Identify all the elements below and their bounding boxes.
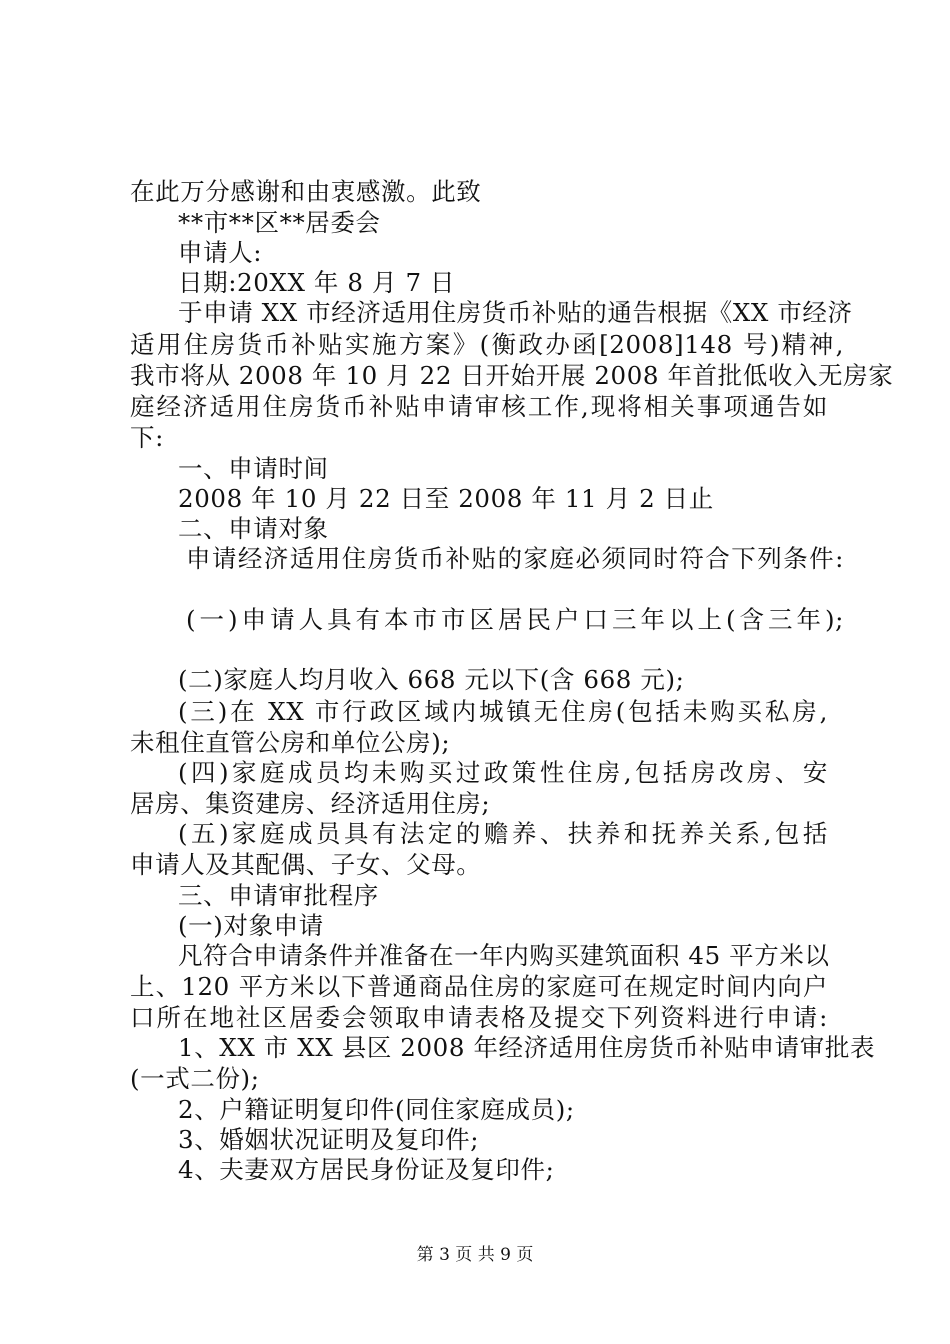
notice-paragraph-line: 庭经济适用住房货币补贴申请审核工作,现将相关事项通告如: [130, 392, 828, 421]
recipient-line: **市**区**居委会: [178, 208, 381, 237]
condition-intro: 申请经济适用住房货币补贴的家庭必须同时符合下列条件:: [186, 544, 844, 573]
material-item: 2、户籍证明复印件(同住家庭成员);: [178, 1095, 575, 1124]
condition-item: (四)家庭成员均未购买过政策性住房,包括房改房、安: [178, 758, 828, 787]
section-heading: 三、申请审批程序: [178, 881, 379, 910]
material-item: 4、夫妻双方居民身份证及复印件;: [178, 1155, 555, 1184]
condition-item: (五)家庭成员具有法定的赡养、扶养和抚养关系,包括: [178, 819, 828, 848]
procedure-paragraph-line: 上、120 平方米以下普通商品住房的家庭可在规定时间内向户: [130, 972, 828, 1001]
notice-paragraph-line: 于申请 XX 市经济适用住房货币补贴的通告根据《XX 市经济: [178, 298, 853, 327]
condition-item: (三)在 XX 市行政区域内城镇无住房(包括未购买私房,: [178, 697, 828, 726]
notice-paragraph-line: 我市将从 2008 年 10 月 22 日开始开展 2008 年首批低收入无房家: [130, 361, 894, 390]
notice-paragraph-line: 下:: [130, 423, 164, 452]
date-line: 日期:20XX 年 8 月 7 日: [178, 268, 456, 297]
closing-thanks-line: 在此万分感谢和由衷感激。此致: [130, 177, 482, 206]
page-footer: 第 3 页 共 9 页: [416, 1245, 534, 1265]
section-heading: 二、申请对象: [178, 514, 329, 543]
material-item-continuation: (一式二份);: [130, 1064, 260, 1093]
application-period: 2008 年 10 月 22 日至 2008 年 11 月 2 日止: [178, 484, 714, 513]
material-item: 3、婚姻状况证明及复印件;: [178, 1125, 480, 1154]
section-heading: 一、申请时间: [178, 454, 329, 483]
subsection-heading: (一)对象申请: [178, 911, 324, 940]
condition-item: (二)家庭人均月收入 668 元以下(含 668 元);: [178, 665, 685, 694]
condition-item-continuation: 居房、集资建房、经济适用住房;: [130, 789, 491, 818]
condition-item-continuation: 未租住直管公房和单位公房);: [130, 728, 451, 757]
procedure-paragraph-line: 口所在地社区居委会领取申请表格及提交下列资料进行申请:: [130, 1003, 828, 1032]
condition-item-continuation: 申请人及其配偶、子女、父母。: [130, 850, 482, 879]
applicant-line: 申请人:: [178, 238, 263, 267]
material-item: 1、XX 市 XX 县区 2008 年经济适用住房货币补贴申请审批表: [178, 1033, 876, 1062]
condition-item: (一)申请人具有本市市区居民户口三年以上(含三年);: [186, 605, 844, 634]
procedure-paragraph-line: 凡符合申请条件并准备在一年内购买建筑面积 45 平方米以: [178, 941, 830, 970]
notice-paragraph-line: 适用住房货币补贴实施方案》(衡政办函[2008]148 号)精神,: [130, 330, 844, 359]
